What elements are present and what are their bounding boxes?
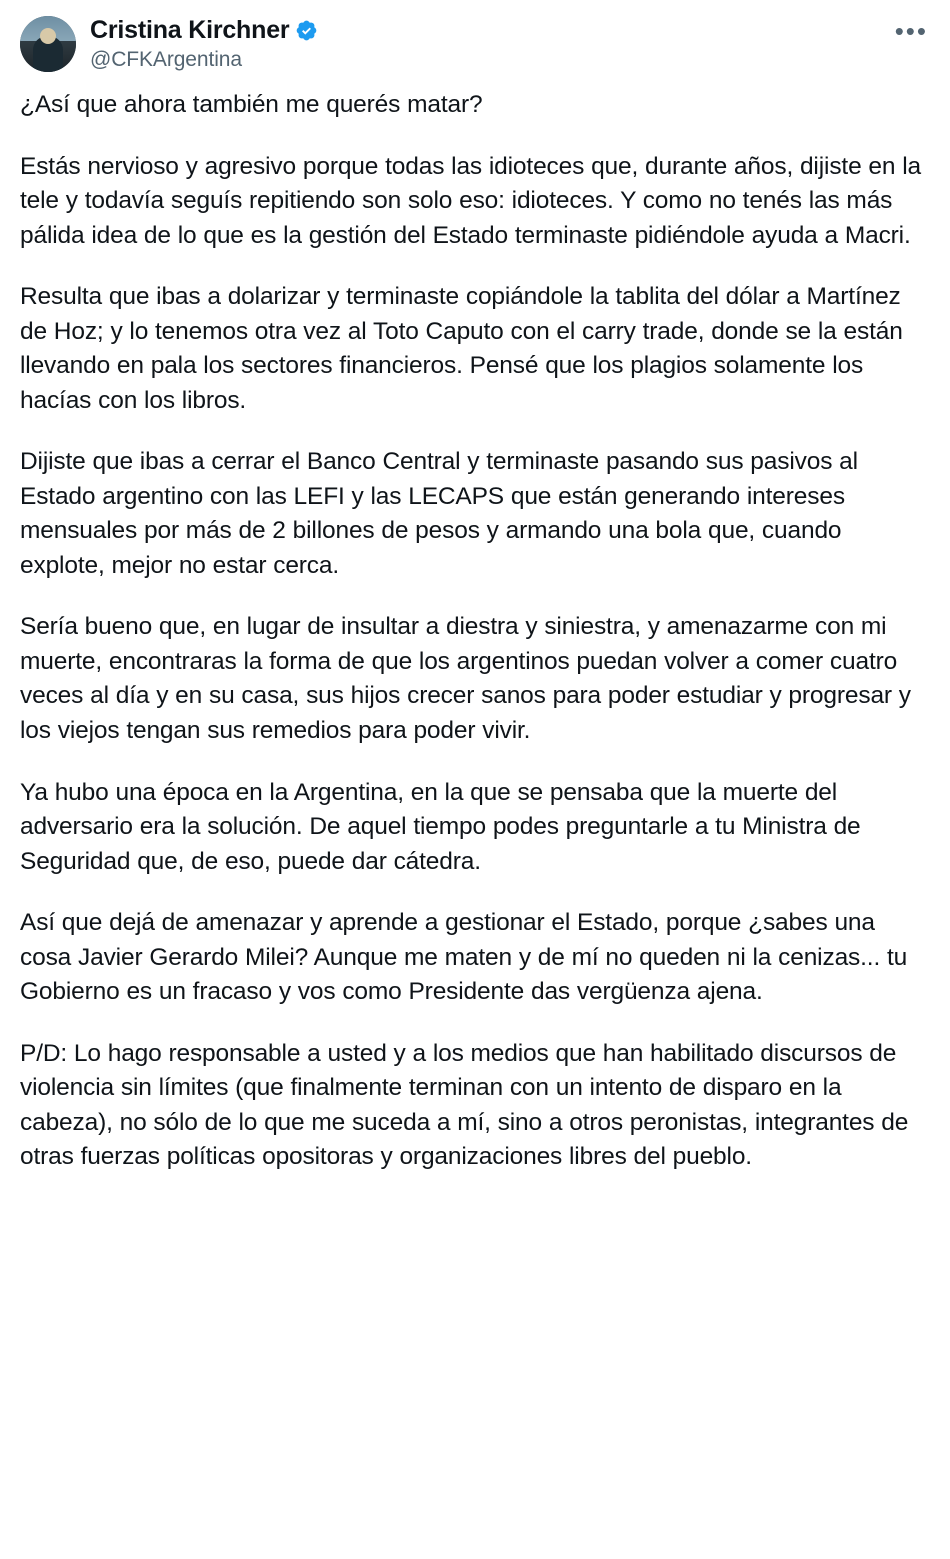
tweet-paragraph: Así que dejá de amenazar y aprende a gestionar el Estado, porque ¿sabes una cosa Javier Gerardo Milei? Aunque me maten y de mí no queden ni la cenizas... tu Gobierno es un fracaso y vos como Presidente das vergüenza ajena. — [20, 909, 908, 1006]
author-handle[interactable]: @CFKArgentina — [90, 47, 242, 71]
tweet-paragraph: Ya hubo una época en la Argentina, en la que se pensaba que la muerte del adversario era la solución. De aquel tiempo podes preguntarle a tu Ministra de Seguridad que, de eso, puede dar cátedra. — [20, 778, 861, 875]
tweet-paragraph: Estás nervioso y agresivo porque todas las idioteces que, durante años, dijiste en la tele y todavía seguís repitiendo son solo eso: idioteces. Y como no tenés las más pálida idea de lo que es la gestión del Estado terminaste pidiéndole ayuda a Macri. — [20, 152, 921, 249]
tweet-paragraph: Dijiste que ibas a cerrar el Banco Central y terminaste pasando sus pasivos al Estado argentino con las LEFI y las LECAPS que están generando intereses mensuales por más de 2 billones de pesos y armando una bola que, cuando explote, mejor no estar cerca. — [20, 448, 858, 579]
tweet-text — [20, 88, 930, 1175]
avatar-face — [40, 28, 56, 44]
tweet-paragraph: ¿Así que ahora también me querés matar? — [20, 91, 483, 118]
more-options-icon[interactable]: ••• — [894, 16, 928, 46]
tweet-paragraph: Sería bueno que, en lugar de insultar a diestra y siniestra, y amenazarme con mi muerte, encontraras la forma de que los argentinos puedan volver a comer cuatro veces al día y en su casa, sus hijos crecer sanos para poder estudiar y progresar y los viejos tengan sus remedios para poder vivir. — [20, 613, 911, 744]
tweet-header — [20, 14, 930, 72]
avatar[interactable] — [20, 16, 76, 72]
tweet-paragraph: Resulta que ibas a dolarizar y terminaste copiándole la tablita del dólar a Martínez de Hoz; y lo tenemos otra vez al Toto Caputo con el carry trade, donde se la están llevando en pala los sectores financieros. Pensé que los plagios solamente los hacías con los libros. — [20, 283, 903, 414]
verified-badge-icon — [295, 19, 318, 42]
author-name-row — [90, 16, 318, 45]
tweet-paragraph: P/D: Lo hago responsable a usted y a los medios que han habilitado discursos de violencia sin límites (que finalmente terminan con un intento de disparo en la cabeza), no sólo de lo que me suceda a mí, sino a otros peronistas, integrantes de otras fuerzas políticas opositoras y organizaciones libres del pueblo. — [20, 1039, 909, 1171]
author-display-name[interactable]: Cristina Kirchner — [90, 16, 290, 44]
author-block — [90, 14, 318, 72]
